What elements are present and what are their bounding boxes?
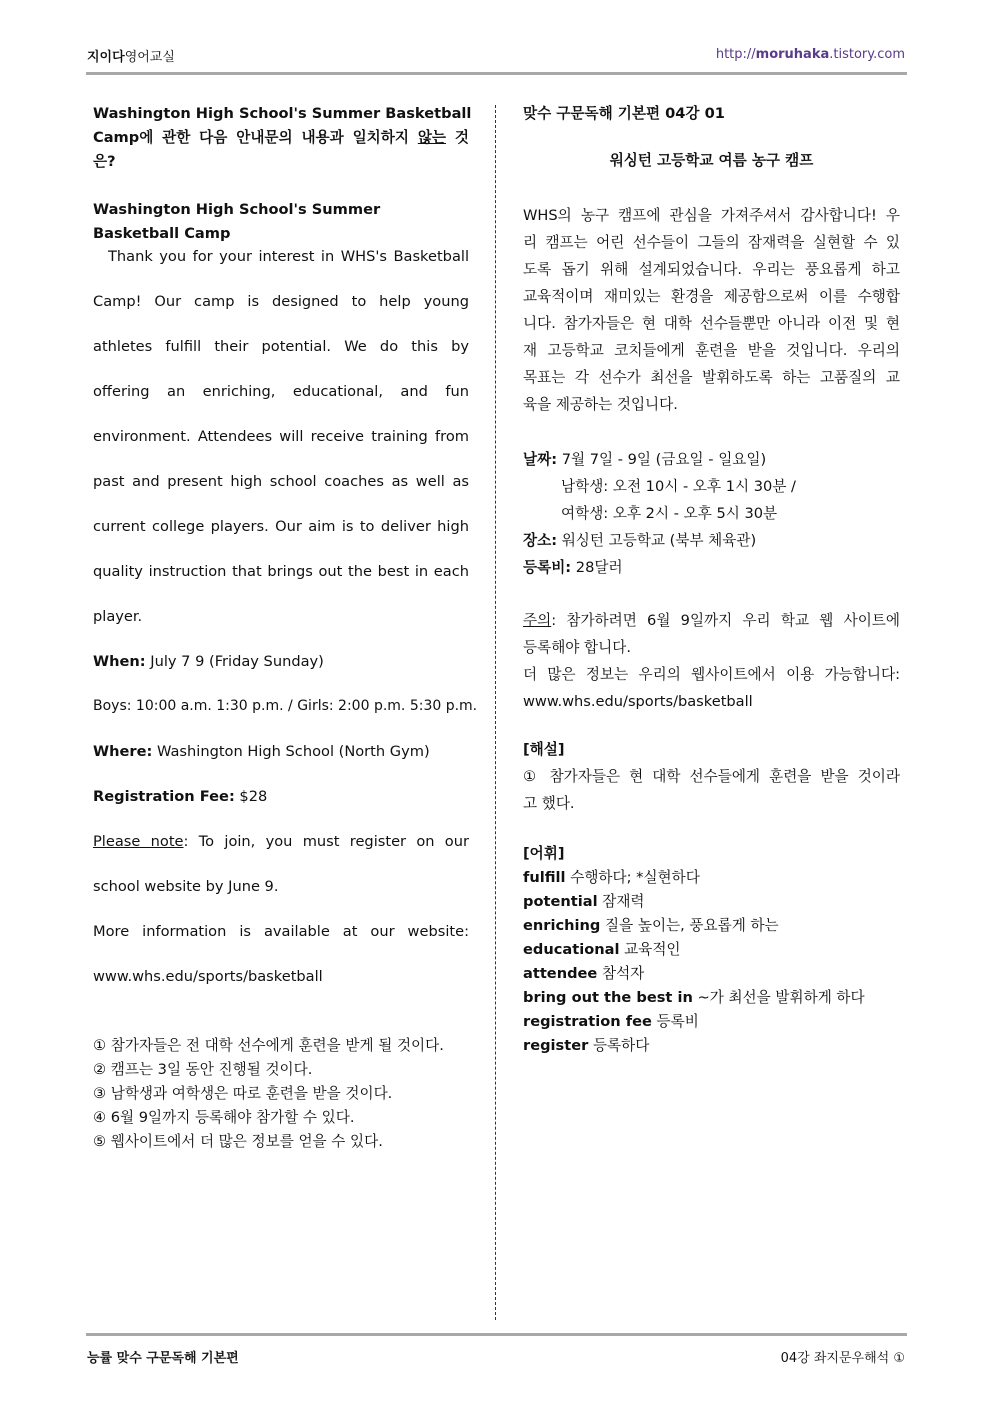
- question: Washington High School's Summer Basketball Camp에 관한 다음 안내문의 내용과 일치하지 않는 것 은?: [93, 105, 472, 170]
- passage-line: Camp! Our camp is designed to help young: [93, 293, 469, 310]
- passage-body: [93, 234, 478, 999]
- times-line: Boys: 10:00 a.m. 1:30 p.m. / Girls: 2:00 p.m. 5:30 p.m.: [93, 698, 478, 714]
- passage-line: offering an enriching, educational, and fun: [93, 383, 469, 400]
- translation-line: 교육적이며 재미있는 환경을 제공함으로써 이를 수행합: [523, 288, 900, 305]
- note-line-2: school website by June 9.: [93, 878, 279, 895]
- translation-note: [523, 607, 900, 715]
- passage-line: athletes fulfill their potential. We do this by: [93, 338, 469, 355]
- note-row-2: 등록해야 합니다.: [523, 639, 631, 656]
- website-link-kr[interactable]: www.whs.edu/sports/basketball: [523, 693, 753, 710]
- passage-line: current college players. Our aim is to deliver high: [93, 518, 469, 535]
- passage-line: player.: [93, 608, 143, 625]
- translation-line: 니다. 참가자들은 현 대학 선수들뿐만 아니라 이전 및 현: [523, 315, 900, 332]
- choice-1[interactable]: ① 참가자들은 전 대학 선수에게 훈련을 받게 될 것이다.: [93, 1037, 444, 1054]
- lesson-heading: 맞수 구문독해 기본편 04강 01: [523, 105, 725, 122]
- vocab-item: enriching 질을 높이는, 풍요롭게 하는: [523, 917, 779, 934]
- translation-line: 육을 제공하는 것입니다.: [523, 396, 678, 413]
- passage-line: quality instruction that brings out the best in each: [93, 563, 469, 580]
- passage-line: past and present high school coaches as well as: [93, 473, 469, 490]
- footer-lesson-label: 04강 좌지문우해석 ①: [780, 1351, 905, 1366]
- header-divider: [86, 72, 907, 75]
- boys-row: 남학생: 오전 10시 - 오후 1시 30분 /: [561, 478, 796, 495]
- header-url-link[interactable]: http://moruhaka.tistory.com: [715, 47, 905, 62]
- explanation-title: [해설]: [523, 741, 565, 758]
- explanation: [523, 736, 900, 817]
- explanation-line: ① 참가자들은 현 대학 선수들에게 훈련을 받을 것이라: [523, 768, 900, 785]
- explanation-line-2: 고 했다.: [523, 795, 575, 812]
- website-link[interactable]: www.whs.edu/sports/basketball: [93, 968, 323, 985]
- translation-line: 재 고등학교 코치들에게 훈련을 받을 것입니다. 우리의: [523, 342, 900, 359]
- vocab-item: fulfill 수행하다; *실현하다: [523, 869, 700, 886]
- date-row: 날짜: 7월 7일 - 9일 (금요일 - 일요일): [523, 451, 767, 468]
- vocab-item: registration fee 등록비: [523, 1013, 699, 1030]
- vocab-title: [어휘]: [523, 845, 565, 862]
- header-brand: 지이다영어교실: [87, 50, 175, 65]
- fee-row: 등록비: 28달러: [523, 559, 623, 576]
- answer-choices: [93, 1034, 469, 1154]
- note-line: Please note: To join, you must register on our: [93, 833, 469, 850]
- more-info-row: 더 많은 정보는 우리의 웹사이트에서 이용 가능합니다:: [523, 666, 900, 683]
- where-line: Where: Washington High School (North Gym): [93, 743, 430, 760]
- translation-line: 목표는 각 선수가 최선을 발휘하도록 하는 고품질의 교: [523, 369, 900, 386]
- vocab-item: attendee 참석자: [523, 965, 645, 982]
- vocab-item: potential 잠재력: [523, 893, 645, 910]
- translation-line: WHS의 농구 캠프에 관심을 가져주셔서 감사합니다! 우: [523, 207, 900, 224]
- vocab-item: bring out the best in ~가 최선을 발휘하게 하다: [523, 989, 865, 1006]
- column-divider: [495, 105, 496, 1320]
- translation-info: [523, 446, 900, 581]
- girls-row: 여학생: 오후 2시 - 오후 5시 30분: [561, 505, 778, 522]
- passage-line: environment. Attendees will receive training from: [93, 428, 469, 445]
- fee-line: Registration Fee: $28: [93, 788, 268, 805]
- place-row: 장소: 워싱턴 고등학교 (북부 체육관): [523, 532, 757, 549]
- when-line: When: July 7 9 (Friday Sunday): [93, 653, 324, 670]
- choice-5[interactable]: ⑤ 웹사이트에서 더 많은 정보를 얻을 수 있다.: [93, 1133, 383, 1150]
- choice-4[interactable]: ④ 6월 9일까지 등록해야 참가할 수 있다.: [93, 1109, 355, 1126]
- more-info-line: More information is available at our website:: [93, 923, 469, 940]
- translation-title: 워싱턴 고등학교 여름 농구 캠프: [609, 152, 814, 169]
- passage-line: Thank you for your interest in WHS's Basketball: [108, 248, 469, 265]
- passage-title: Washington High School's Summer Basketball Camp: [93, 201, 381, 242]
- translation-line: 도록 돕기 위해 설계되었습니다. 우리는 풍요롭게 하고: [523, 261, 900, 278]
- vocab-item: register 등록하다: [523, 1037, 650, 1054]
- footer-book-title: 능률 맞수 구문독해 기본편: [87, 1351, 239, 1366]
- footer-divider: [86, 1333, 907, 1336]
- vocabulary: [523, 842, 900, 1058]
- vocab-item: educational 교육적인: [523, 941, 681, 958]
- choice-2[interactable]: ② 캠프는 3일 동안 진행될 것이다.: [93, 1061, 313, 1078]
- choice-3[interactable]: ③ 남학생과 여학생은 따로 훈련을 받을 것이다.: [93, 1085, 393, 1102]
- translation-paragraph: [523, 202, 900, 418]
- note-row: 주의: 참가하려면 6월 9일까지 우리 학교 웹 사이트에: [523, 612, 900, 629]
- translation-line: 리 캠프는 어린 선수들이 그들의 잠재력을 실현할 수 있: [523, 234, 900, 251]
